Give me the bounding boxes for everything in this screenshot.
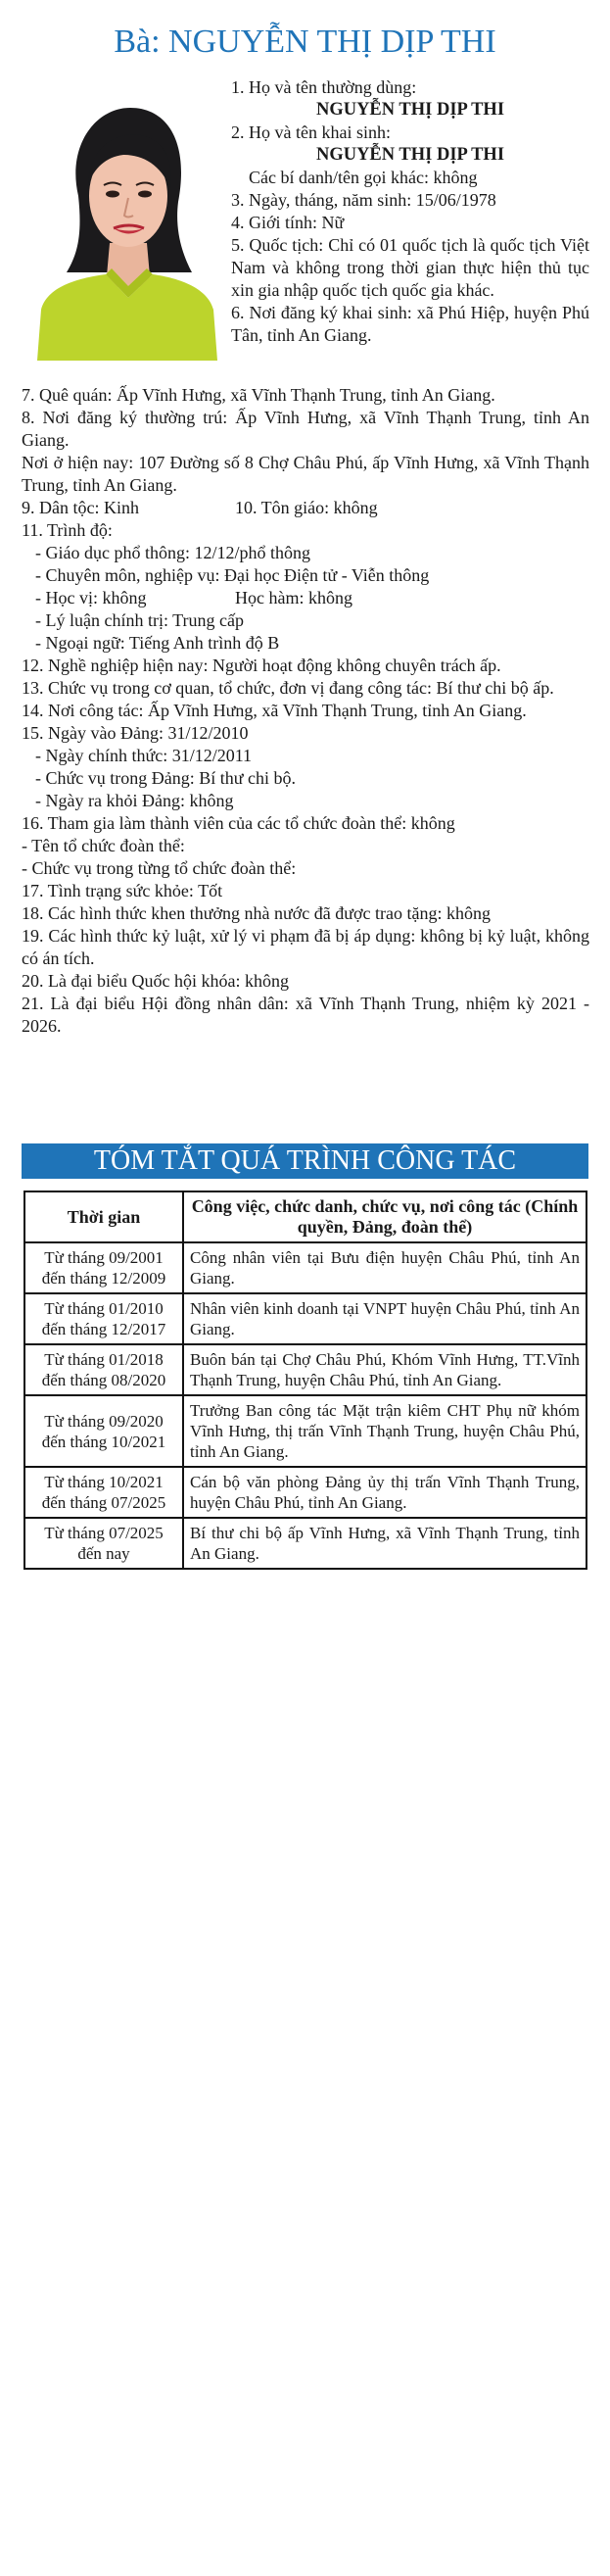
peoples-council-delegate: 21. Là đại biểu Hội đồng nhân dân: xã Vĩnh Thạnh Trung, nhiệm kỳ 2021 - 2026. bbox=[22, 994, 589, 1036]
party-position: - Chức vụ trong Đảng: Bí thư chi bộ. bbox=[35, 768, 296, 788]
religion: 10. Tôn giáo: không bbox=[235, 498, 378, 517]
party-join-date: 15. Ngày vào Đảng: 31/12/2010 bbox=[22, 723, 249, 743]
table-row bbox=[24, 1344, 587, 1395]
row-description: Bí thư chi bộ ấp Vĩnh Hưng, xã Vĩnh Thạnh Trung, tỉnh An Giang. bbox=[183, 1518, 587, 1569]
row-description: Cán bộ văn phòng Đảng ủy thị trấn Vĩnh Thạnh Trung, huyện Châu Phú, tỉnh An Giang. bbox=[183, 1467, 587, 1518]
common-name-value: NGUYỄN THỊ DỊP THI bbox=[315, 100, 505, 120]
personal-info-body bbox=[22, 384, 589, 1038]
permanent-residence: 8. Nơi đăng ký thường trú: Ấp Vĩnh Hưng, xã Vĩnh Thạnh Trung, tỉnh An Giang. bbox=[22, 408, 589, 450]
birth-name-label: 2. Họ và tên khai sinh: bbox=[231, 122, 391, 142]
table-row bbox=[24, 1293, 587, 1344]
row-time: Từ tháng 10/2021 đến tháng 07/2025 bbox=[24, 1467, 183, 1518]
common-name-label: 1. Họ và tên thường dùng: bbox=[231, 77, 417, 97]
row-description: Công nhân viên tại Bưu điện huyện Châu Phú, tỉnh An Giang. bbox=[183, 1242, 587, 1293]
table-header-row bbox=[24, 1191, 587, 1242]
party-official-date: - Ngày chính thức: 31/12/2011 bbox=[35, 746, 253, 765]
current-occupation: 12. Nghề nghiệp hiện nay: Người hoạt động không chuyên trách ấp. bbox=[22, 656, 501, 675]
birth-date: 3. Ngày, tháng, năm sinh: 15/06/1978 bbox=[231, 190, 496, 210]
academic-degree: - Học vị: không bbox=[35, 588, 147, 608]
work-history-banner: TÓM TẮT QUÁ TRÌNH CÔNG TÁC bbox=[22, 1143, 588, 1179]
table-row bbox=[24, 1242, 587, 1293]
organization-membership: 16. Tham gia làm thành viên của các tổ chức đoàn thể: không bbox=[22, 813, 455, 833]
academic-title: Học hàm: không bbox=[235, 588, 352, 608]
foreign-language: - Ngoại ngữ: Tiếng Anh trình độ B bbox=[35, 633, 280, 653]
row-description: Trưởng Ban công tác Mặt trận kiêm CHT Phụ nữ khóm Vĩnh Hưng, thị trấn Vĩnh Thạnh Trung, huyện Châu Phú, tỉnh An Giang. bbox=[183, 1395, 587, 1467]
ethnicity: 9. Dân tộc: Kinh bbox=[22, 498, 139, 517]
education-heading: 11. Trình độ: bbox=[22, 520, 113, 540]
current-residence: Nơi ở hiện nay: 107 Đường số 8 Chợ Châu Phú, ấp Vĩnh Hưng, xã Vĩnh Thạnh Trung, tỉnh An Giang. bbox=[22, 453, 589, 495]
organization-position: - Chức vụ trong từng tổ chức đoàn thể: bbox=[22, 858, 297, 878]
header-time: Thời gian bbox=[24, 1191, 183, 1242]
row-time: Từ tháng 01/2010 đến tháng 12/2017 bbox=[24, 1293, 183, 1344]
aliases: Các bí danh/tên gọi khác: không bbox=[249, 168, 478, 187]
page-title: Bà: NGUYỄN THỊ DỊP THI bbox=[114, 24, 496, 60]
organization-name: - Tên tổ chức đoàn thể: bbox=[22, 836, 185, 855]
row-time: Từ tháng 07/2025 đến nay bbox=[24, 1518, 183, 1569]
birth-registration-place: 6. Nơi đăng ký khai sinh: xã Phú Hiệp, huyện Phú Tân, tỉnh An Giang. bbox=[231, 303, 589, 345]
political-theory: - Lý luận chính trị: Trung cấp bbox=[35, 610, 244, 630]
work-history-table bbox=[23, 1191, 587, 1570]
awards: 18. Các hình thức khen thưởng nhà nước đã được trao tặng: không bbox=[22, 903, 491, 923]
table-row bbox=[24, 1395, 587, 1467]
national-assembly-delegate: 20. Là đại biểu Quốc hội khóa: không bbox=[22, 971, 289, 991]
workplace: 14. Nơi công tác: Ấp Vĩnh Hưng, xã Vĩnh Thạnh Trung, tỉnh An Giang. bbox=[22, 701, 527, 720]
general-education: - Giáo dục phổ thông: 12/12/phổ thông bbox=[35, 543, 310, 562]
portrait-illustration bbox=[27, 86, 223, 361]
current-position: 13. Chức vụ trong cơ quan, tổ chức, đơn vị đang công tác: Bí thư chi bộ ấp. bbox=[22, 678, 554, 698]
row-time: Từ tháng 09/2020 đến tháng 10/2021 bbox=[24, 1395, 183, 1467]
row-description: Nhân viên kinh doanh tại VNPT huyện Châu Phú, tỉnh An Giang. bbox=[183, 1293, 587, 1344]
table-row bbox=[24, 1518, 587, 1569]
health-status: 17. Tình trạng sức khỏe: Tốt bbox=[22, 881, 223, 900]
row-description: Buôn bán tại Chợ Châu Phú, Khóm Vĩnh Hưng, TT.Vĩnh Thạnh Trung, huyện Châu Phú, tỉnh An Giang. bbox=[183, 1344, 587, 1395]
discipline: 19. Các hình thức kỷ luật, xử lý vi phạm đã bị áp dụng: không bị kỷ luật, không có án tích. bbox=[22, 926, 589, 968]
hometown: 7. Quê quán: Ấp Vĩnh Hưng, xã Vĩnh Thạnh Trung, tỉnh An Giang. bbox=[22, 385, 495, 405]
row-time: Từ tháng 01/2018 đến tháng 08/2020 bbox=[24, 1344, 183, 1395]
header-description: Công việc, chức danh, chức vụ, nơi công tác (Chính quyền, Đảng, đoàn thể) bbox=[183, 1191, 587, 1242]
row-time: Từ tháng 09/2001 đến tháng 12/2009 bbox=[24, 1242, 183, 1293]
party-leave-date: - Ngày ra khỏi Đảng: không bbox=[35, 791, 234, 810]
nationality: 5. Quốc tịch: Chỉ có 01 quốc tịch là quốc tịch Việt Nam và không trong thời gian thực hiện thủ tục xin gia nhập quốc tịch quốc gia khác. bbox=[231, 235, 589, 300]
portrait-photo bbox=[27, 86, 223, 361]
personal-info-top bbox=[231, 76, 589, 347]
gender: 4. Giới tính: Nữ bbox=[231, 213, 345, 232]
table-row bbox=[24, 1467, 587, 1518]
birth-name-value: NGUYỄN THỊ DỊP THI bbox=[315, 145, 505, 165]
specialization: - Chuyên môn, nghiệp vụ: Đại học Điện tử - Viễn thông bbox=[35, 565, 430, 585]
